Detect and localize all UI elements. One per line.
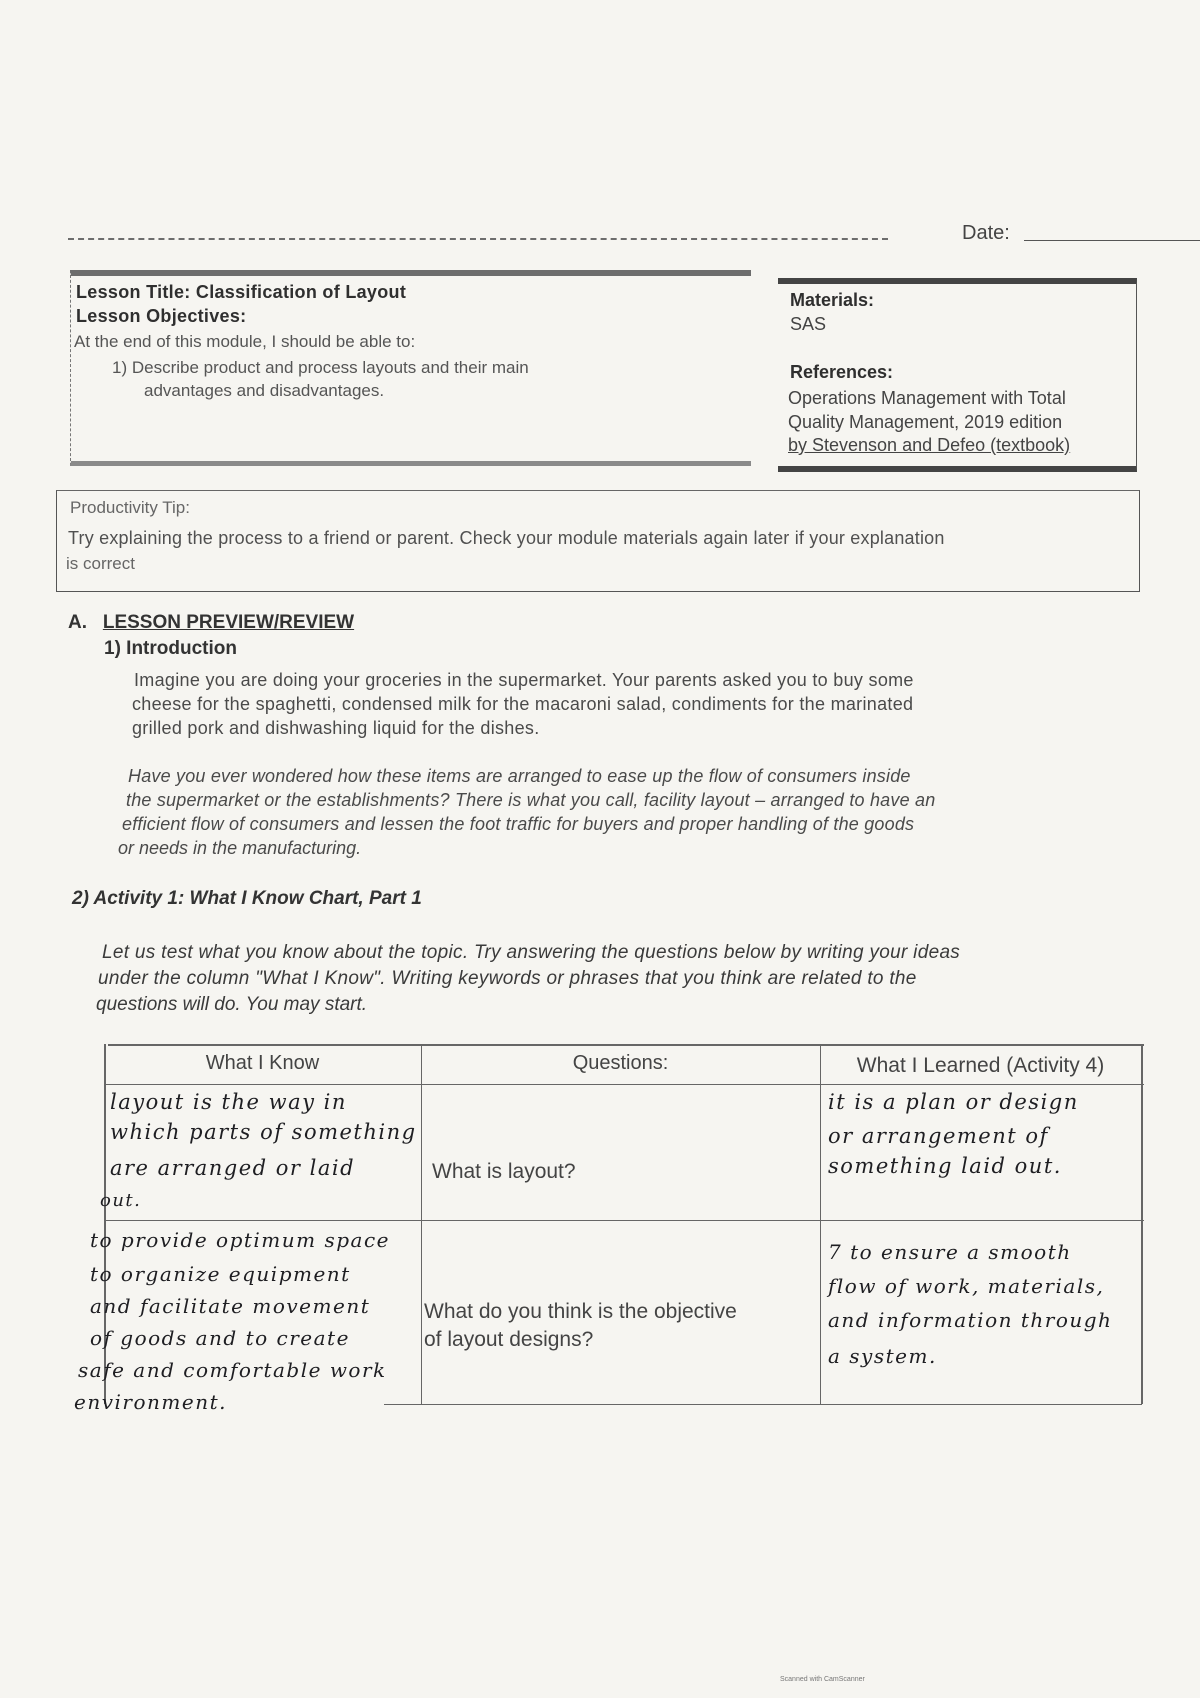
date-line-area — [68, 222, 1128, 258]
paragraph-line: grilled pork and dishwashing liquid for the dishes. — [132, 718, 540, 738]
handwritten-answer-line: to organize equipment — [90, 1262, 351, 1286]
instruction-line: questions will do. You may start. — [96, 994, 368, 1015]
table-border-bottom — [384, 1404, 1142, 1405]
paragraph-line: efficient flow of consumers and lessen the foot traffic for buyers and proper handling of the goods — [122, 814, 915, 834]
handwritten-learned-line: 7 to ensure a smooth — [828, 1240, 1072, 1264]
tip-text-cont: is correct — [66, 554, 135, 573]
activity-heading: 2) Activity 1: What I Know Chart, Part 1 — [72, 888, 422, 909]
objective-1-cont: advantages and disadvantages. — [144, 381, 385, 400]
date-field-line — [1024, 240, 1200, 241]
handwritten-learned-line: or arrangement of — [828, 1124, 1049, 1148]
lesson-title: Lesson Title: Classification of Layout — [76, 282, 407, 302]
lesson-objectives-label: Lesson Objectives: — [76, 306, 247, 326]
table-col-divider — [820, 1044, 821, 1404]
handwritten-learned-line: something laid out. — [828, 1154, 1062, 1178]
handwritten-answer-line: are arranged or laid — [110, 1156, 356, 1180]
section-title: LESSON PREVIEW/REVIEW — [102, 612, 355, 633]
table-header-rule — [104, 1084, 1144, 1085]
tip-text: Try explaining the process to a friend or parent. Check your module materials again later if your explanation — [68, 528, 945, 548]
column-header-what-i-know: What I Know — [205, 1052, 320, 1074]
handwritten-learned-line: a system. — [828, 1344, 937, 1368]
handwritten-answer-line: out. — [100, 1190, 142, 1211]
reference-line: Operations Management with Total — [788, 388, 1066, 408]
objectives-intro: At the end of this module, I should be able to: — [74, 332, 416, 351]
handwritten-answer-line: and facilitate movement — [90, 1294, 371, 1318]
handwritten-answer-line: layout is the way in — [110, 1090, 347, 1114]
handwritten-answer-line: of goods and to create — [90, 1326, 350, 1350]
handwritten-learned-line: and information through — [828, 1308, 1113, 1332]
paragraph-line: Have you ever wondered how these items are arranged to ease up the flow of consumers inside — [128, 766, 911, 786]
paragraph-line: or needs in the manufacturing. — [118, 838, 362, 858]
column-header-questions: Questions: — [572, 1052, 669, 1074]
section-letter: A. — [68, 612, 87, 633]
what-i-know-chart — [74, 1044, 1144, 1414]
handwritten-learned-line: it is a plan or design — [828, 1090, 1079, 1114]
table-border-left — [104, 1044, 106, 1404]
paragraph-line: cheese for the spaghetti, condensed milk for the macaroni salad, condiments for the marinated — [132, 694, 914, 714]
reference-line: by Stevenson and Defeo (textbook) — [788, 435, 1071, 455]
paragraph-line: the supermarket or the establishments? There is what you call, facility layout – arranged to have an — [126, 790, 936, 810]
question-cell: What is layout? — [432, 1160, 576, 1183]
handwritten-answer-line: safe and comfortable work — [78, 1358, 387, 1382]
table-border-right — [1141, 1044, 1143, 1404]
table-row-rule — [104, 1220, 1144, 1221]
handwritten-answer-line: to provide optimum space — [90, 1228, 391, 1252]
tip-label: Productivity Tip: — [70, 498, 190, 517]
column-header-what-i-learned: What I Learned (Activity 4) — [856, 1054, 1105, 1077]
scanner-watermark: Scanned with CamScanner — [780, 1676, 865, 1683]
paragraph-line: Imagine you are doing your groceries in the supermarket. Your parents asked you to buy some — [134, 670, 914, 690]
materials-value: SAS — [790, 314, 827, 334]
question-cell: What do you think is the objective — [424, 1300, 737, 1323]
handwritten-answer-line: which parts of something — [110, 1120, 417, 1144]
handwritten-learned-line: flow of work, materials, — [828, 1274, 1105, 1298]
handwritten-answer-line: environment. — [74, 1390, 227, 1414]
question-cell-cont: of layout designs? — [424, 1328, 594, 1351]
table-col-divider — [421, 1044, 422, 1404]
materials-label: Materials: — [790, 290, 875, 310]
table-border-top — [108, 1044, 1144, 1046]
reference-line: Quality Management, 2019 edition — [788, 412, 1063, 432]
name-rule — [68, 238, 888, 240]
instruction-line: Let us test what you know about the topic. Try answering the questions below by writing your ideas — [102, 942, 961, 963]
section-a-heading — [68, 612, 354, 634]
introduction-heading: 1) Introduction — [104, 638, 237, 659]
instruction-line: under the column "What I Know". Writing keywords or phrases that you think are related to the — [98, 968, 917, 989]
objective-1: 1) Describe product and process layouts and their main — [112, 358, 529, 377]
references-label: References: — [790, 362, 894, 382]
date-label: Date: — [962, 222, 1010, 244]
